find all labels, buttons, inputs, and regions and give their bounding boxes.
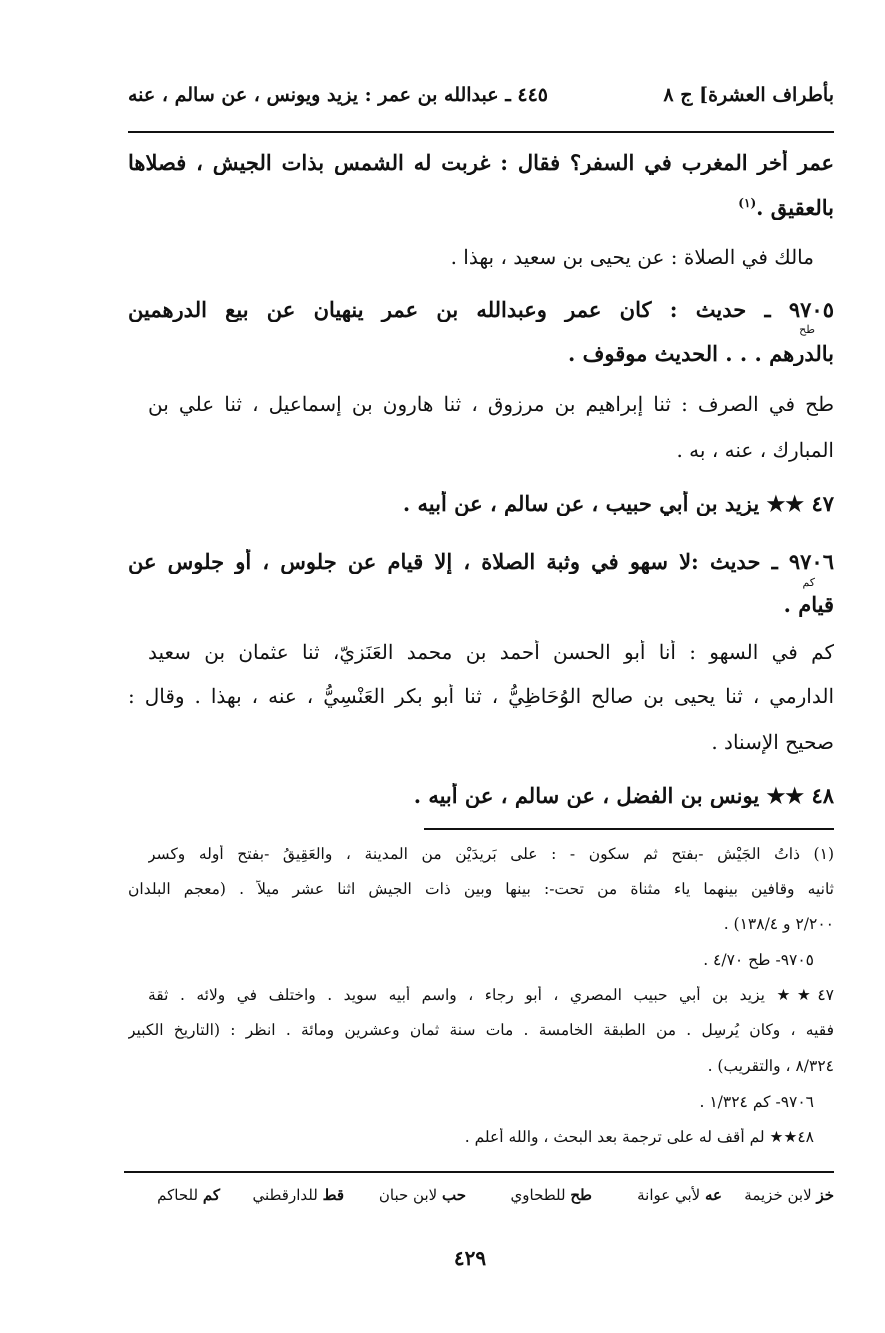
footnote-line: فقيه ، وكان يُرسِل . من الطبقة الخامسة . مات سنة ثمان وعشرين ومائة . انظر : (التاريخ الكبير — [128, 1021, 834, 1039]
legend-item: حب لابن حبان — [378, 1186, 466, 1204]
paragraph-line: مالك في الصلاة : عن يحيى بن سعيد ، بهذا . — [450, 245, 814, 269]
footnote-line: ثانيه وقافين بينهما ياء مثناة من تحت-: بينها وبين ذات الجيش اثنا عشر ميلاً . (معجم البلدان — [128, 880, 834, 898]
legend-rule — [124, 1171, 834, 1173]
narrator-heading-47: ٤٧ ★★ يزيد بن أبي حبيب ، عن سالم ، عن أبيه . — [402, 491, 834, 516]
paragraph-line — [128, 195, 834, 220]
isnad-line: صحيح الإسناد . — [711, 730, 834, 754]
legend-item: كم للحاكم — [157, 1186, 220, 1204]
legend-item: خز لابن خزيمة — [744, 1186, 834, 1204]
page-number: ٤٢٩ — [453, 1246, 487, 1270]
legend-item: طح للطحاوي — [510, 1186, 592, 1204]
footnote-line: ٩٧٠٥- طح ٤/٧٠ . — [703, 951, 814, 969]
footnote-line: ٩٧٠٦- كم ١/٣٢٤ . — [699, 1093, 814, 1111]
header-section-title: ٤٤٥ ـ عبدالله بن عمر : يزيد ويونس ، عن سالم ، عنه — [128, 84, 549, 106]
header-rule — [128, 131, 834, 133]
hadith-9705-heading-cont: بالدرهم . . . الحديث موقوف . — [568, 341, 834, 366]
paragraph-line: عمر أخر المغرب في السفر؟ فقال : غربت له الشمس بذات الجيش ، فصلاها — [128, 150, 834, 175]
isnad-line: طح في الصرف : ثنا إبراهيم بن مرزوق ، ثنا هارون بن إسماعيل ، ثنا علي بن — [148, 392, 834, 416]
isnad-line: المبارك ، عنه ، به . — [676, 438, 834, 462]
source-abbreviation-legend — [124, 1186, 834, 1216]
footnote-line: ٨/٣٢٤ ، والتقريب) . — [707, 1057, 834, 1075]
footnote-line: ٤٨★★ لم أقف له على ترجمة بعد البحث ، والله أعلم . — [464, 1128, 814, 1146]
narrator-heading-48: ٤٨ ★★ يونس بن الفضل ، عن سالم ، عن أبيه . — [413, 783, 834, 808]
footnote-line: ٤٧★★ يزيد بن أبي حبيب المصري ، أبو رجاء ، واسم أبيه سويد . واختلف في ولائه . ثقة — [148, 986, 834, 1004]
header-book-volume: بأطراف العشرة] ج ٨ — [663, 84, 834, 106]
isnad-line: كم في السهو : أنا أبو الحسن أحمد بن محمد العَنَزِيّ، ثنا عثمان بن سعيد — [148, 640, 834, 664]
footnote-marker: (١) — [738, 196, 757, 210]
hadith-9706-heading: ٩٧٠٦ ـ حديث :لا سهو في وثبة الصلاة ، إلا قيام عن جلوس ، أو جلوس عن — [128, 549, 834, 574]
footnote-line: (١) ذاتُ الجَيْشِ -بفتح ثم سكون - : على بَرِيدَيْن من المدينة ، والعَقِيقُ -بفتح أوله وكسر — [148, 845, 834, 863]
footnote-line: ٢/٢٠٠ و ١٣٨/٤) . — [723, 915, 834, 933]
running-header — [128, 84, 834, 120]
source-code-mark: كم — [802, 576, 815, 589]
hadith-9706-heading-cont: قيام . — [783, 592, 834, 617]
footnote-separator — [424, 828, 834, 830]
source-code-mark: طح — [799, 323, 815, 336]
isnad-line: الدارمي ، ثنا يحيى بن صالح الوُحَاظِيُّ ، ثنا أبو بكر العَنْسِيُّ ، عنه ، بهذا . وقال : — [128, 684, 834, 708]
hadith-9705-heading: ٩٧٠٥ ـ حديث : كان عمر وعبدالله بن عمر ينهيان عن بيع الدرهمين — [128, 297, 834, 322]
legend-item: عه لأبي عوانة — [637, 1186, 722, 1204]
legend-item: قط للدارقطني — [252, 1186, 344, 1204]
paragraph-text: بالعقيق . — [756, 195, 834, 220]
